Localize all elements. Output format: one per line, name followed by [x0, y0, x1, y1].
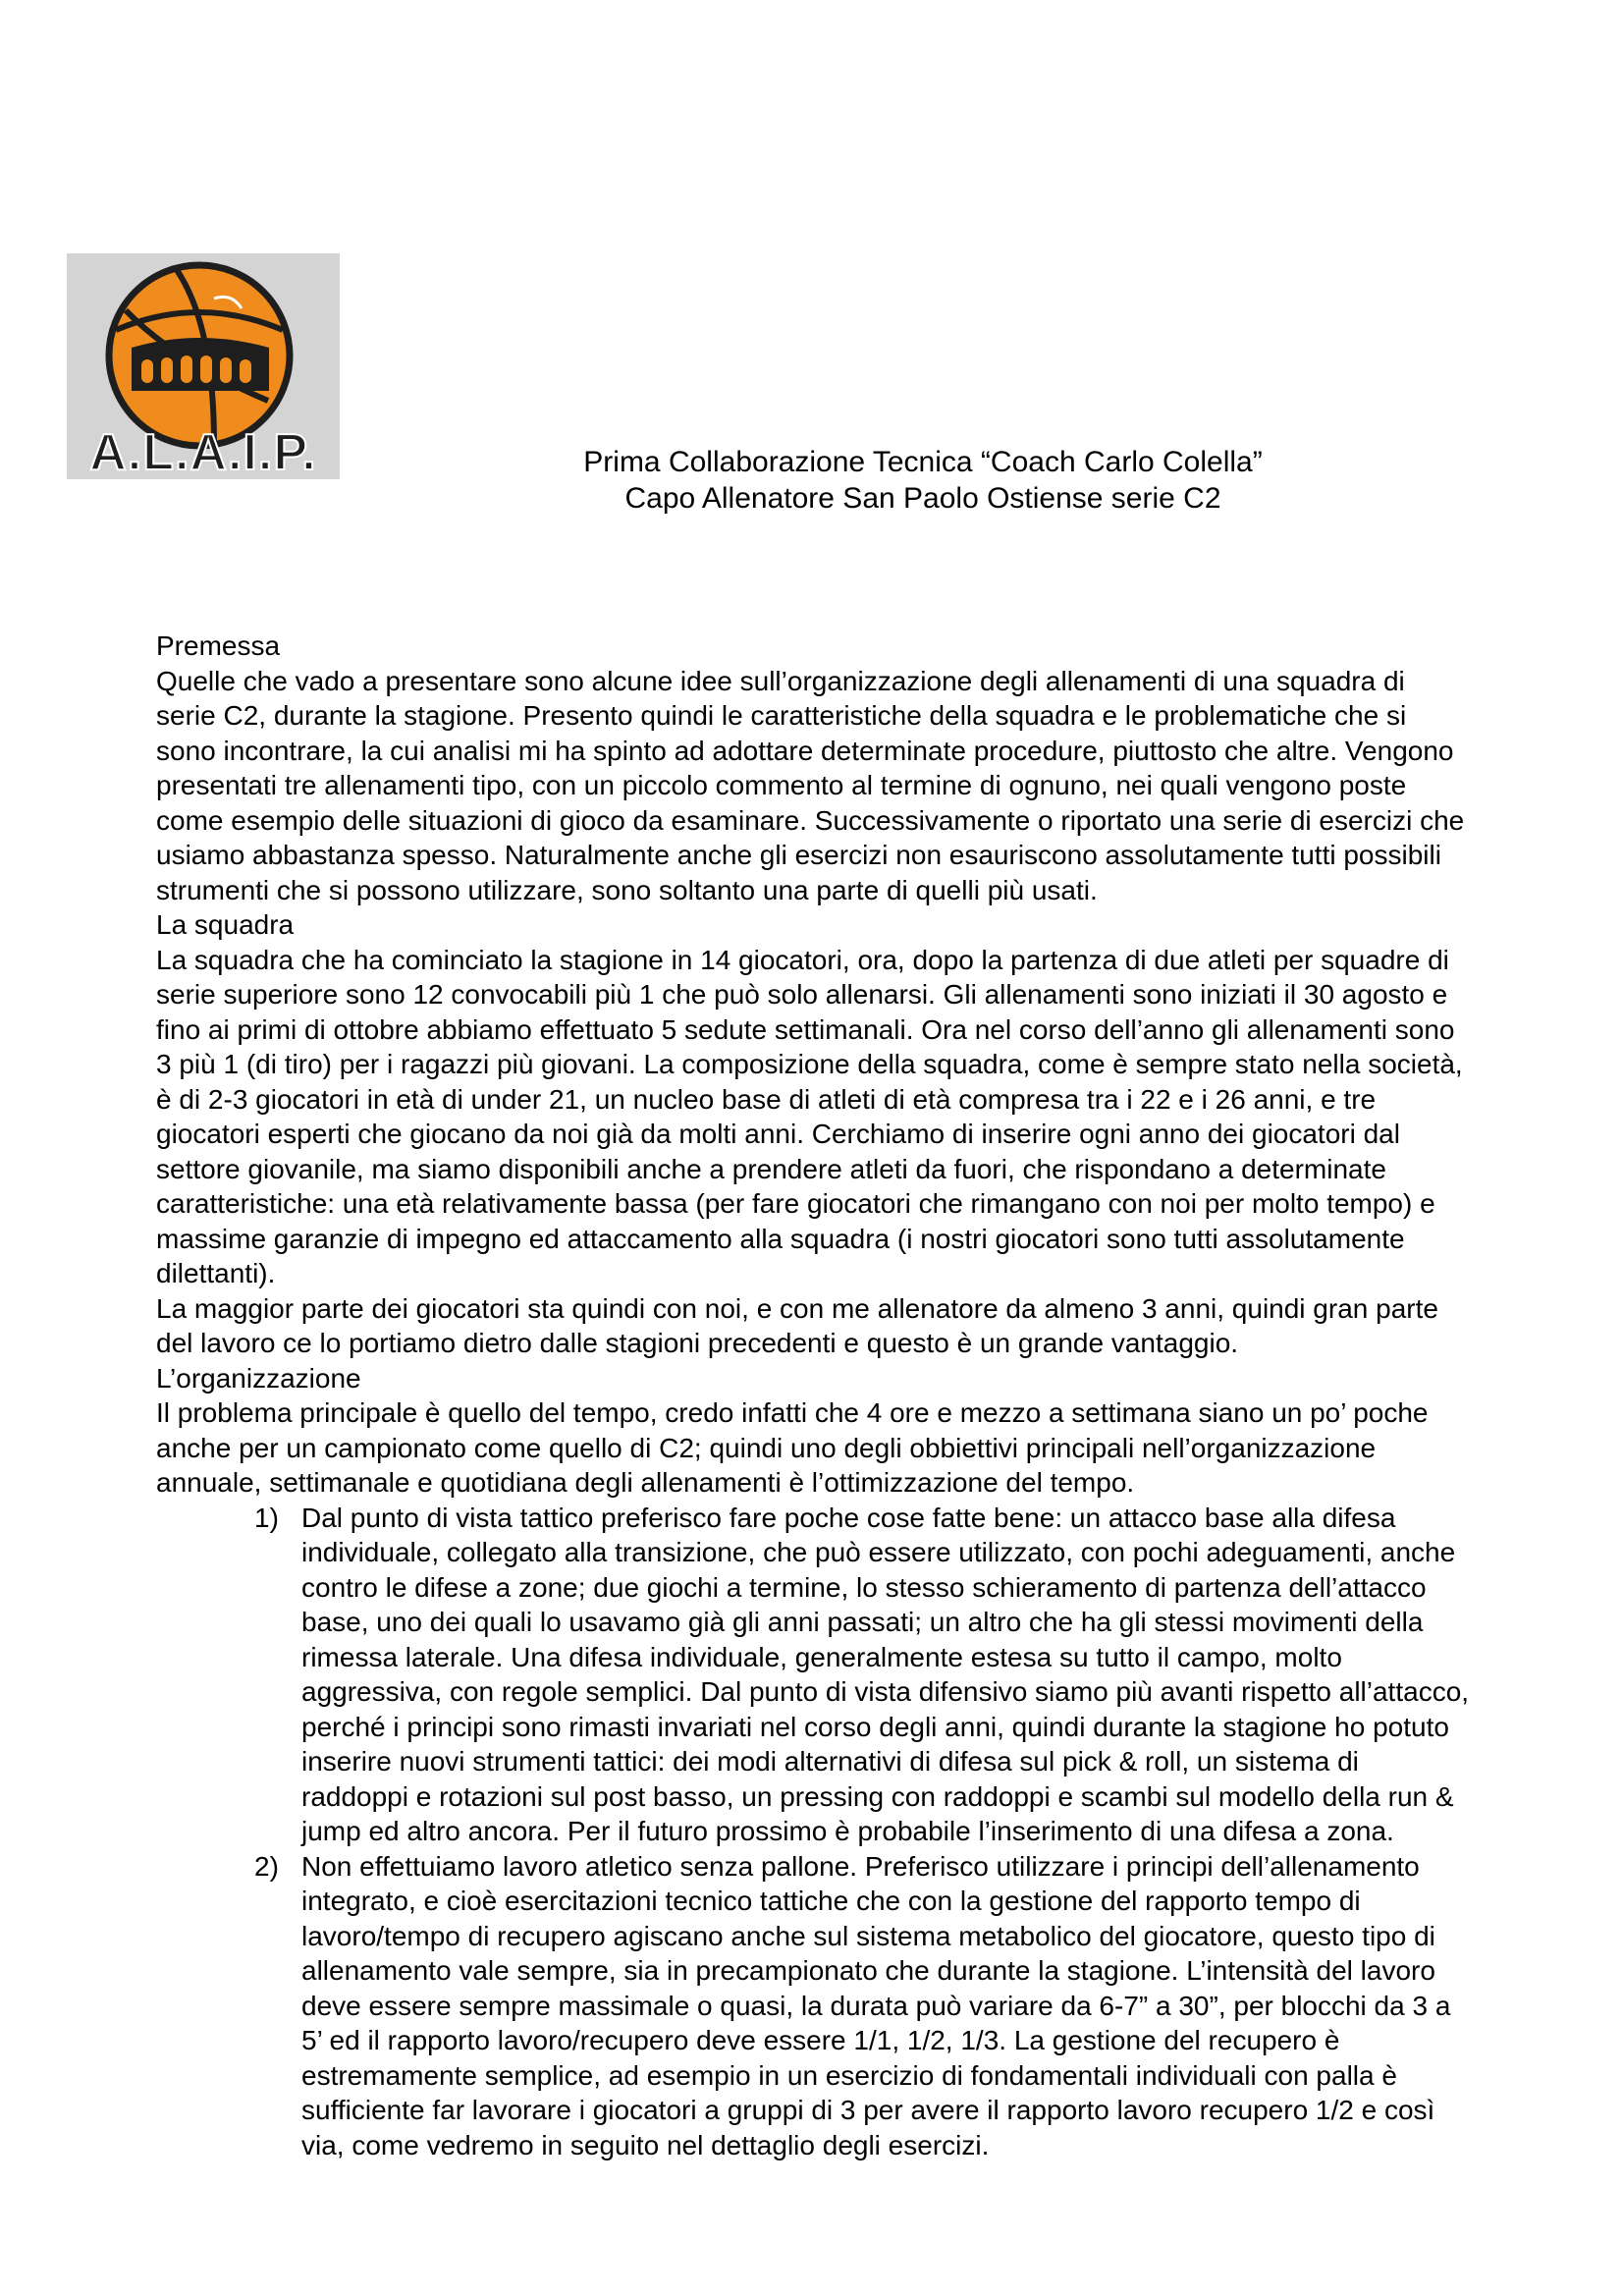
document-title: [334, 444, 1512, 517]
paragraph-organizzazione: Il problema principale è quello del tempo, credo infatti che 4 ore e mezzo a settimana siano un po’ poche anche per un campionato come quello di C2; quindi uno degli obbiettivi principali nell’organizzazione annuale, settimanale e quotidiana degli allenamenti è l’ottimizzazione del tempo.: [156, 1397, 1429, 1498]
title-line-2: Capo Allenatore San Paolo Ostiense serie C2: [624, 482, 1221, 515]
heading-organizzazione: L’organizzazione: [156, 1362, 361, 1394]
list-item: [156, 1501, 1472, 1849]
list-item-number: 2): [254, 1850, 279, 1882]
title-line-1: Prima Collaborazione Tecnica “Coach Carlo Colella”: [583, 446, 1263, 478]
alaip-logo: [67, 253, 340, 479]
list-item-text: Dal punto di vista tattico preferisco fare poche cose fatte bene: un attacco base alla difesa individuale, collegato alla transizione, che può essere utilizzato, con pochi adeguamenti, anche contro le difese a zone; due giochi a termine, lo stesso schieramento di partenza dell’attacco base, uno dei quali lo usavamo già gli anni passati; un altro che ha gli stessi movimenti della rimessa laterale. Una difesa individuale, generalmente estesa su tutto il campo, molto aggressiva, con regole semplici. Dal punto di vista difensivo siamo più avanti rispetto all’attacco, perché i principi sono rimasti invariati nel corso degli anni, quindi durante la stagione ho potuto inserire nuovi strumenti tattici: dei modi alternativi di difesa sul pick & roll, un sistema di raddoppi e rotazioni sul post basso, un pressing con raddoppi e scambi sul modello della run & jump ed altro ancora. Per il futuro prossimo è probabile l’inserimento di una difesa a zona.: [301, 1502, 1470, 1846]
paragraph-premessa: Quelle che vado a presentare sono alcune idee sull’organizzazione degli allenamenti di una squadra di serie C2, durante la stagione. Presento quindi le caratteristiche della squadra e le problematiche che si sono incontrare, la cui analisi mi ha spinto ad adottare determinate procedure, piuttosto che altre. Vengono presentati tre allenamenti tipo, con un piccolo commento al termine di ognuno, nei quali vengono poste come esempio delle situazioni di gioco da esaminare. Successivamente o riportato una serie di esercizi che usiamo abbastanza spesso. Naturalmente anche gli esercizi non esauriscono assolutamente tutti possibili strumenti che si possono utilizzare, sono soltanto una parte di quelli più usati.: [156, 665, 1465, 905]
list-item: [156, 1849, 1472, 2163]
basketball-colosseum-icon: [67, 253, 340, 479]
numbered-list: [156, 1501, 1472, 2163]
heading-squadra: La squadra: [156, 909, 295, 940]
list-item-number: 1): [254, 1502, 279, 1533]
paragraph-squadra-2: La maggior parte dei giocatori sta quindi con noi, e con me allenatore da almeno 3 anni, quindi gran parte del lavoro ce lo portiamo dietro dalle stagioni precedenti e questo è un grande vantaggio.: [156, 1292, 1438, 1358]
paragraph-squadra-1: La squadra che ha cominciato la stagione in 14 giocatori, ora, dopo la partenza di due atleti per squadre di serie superiore sono 12 convocabili più 1 che può solo allenarsi. Gli allenamenti sono iniziati il 30 agosto e fino ai primi di ottobre abbiamo effettuato 5 sedute settimanali. Ora nel corso dell’anno gli allenamenti sono 3 più 1 (di tiro) per i ragazzi più giovani. La composizione della squadra, come è sempre stato nella società, è di 2-3 giocatori in età di under 21, un nucleo base di atleti di età compresa tra i 22 e i 26 anni, e tre giocatori esperti che giocano da noi già da molti anni. Cerchiamo di inserire ogni anno dei giocatori dal settore giovanile, ma siamo disponibili anche a prendere atleti da fuori, che rispondano a determinate caratteristiche: una età relativamente bassa (per fare giocatori che rimangano con noi per molto tempo) e massime garanzie di impegno ed attaccamento alla squadra (i nostri giocatori sono tutti assolutamente dilettanti).: [156, 944, 1463, 1288]
list-item-text: Non effettuiamo lavoro atletico senza pallone. Preferisco utilizzare i principi dell’allenamento integrato, e cioè esercitazioni tecnico tattiche che con la gestione del rapporto tempo di lavoro/tempo di recupero agiscano anche sul sistema metabolico del giocatore, questo tipo di allenamento vale sempre, sia in precampionato che durante la stagione. L’intensità del lavoro deve essere sempre massimale o quasi, la durata può variare da 6-7” a 30”, per blocchi da 3 a 5’ ed il rapporto lavoro/recupero deve essere 1/1, 1/2, 1/3. La gestione del recupero è estremamente semplice, ad esempio in un esercizio di fondamentali individuali con palla è sufficiente far lavorare i giocatori a gruppi di 3 per avere il rapporto lavoro recupero 1/2 e così via, come vedremo in seguito nel dettaglio degli esercizi.: [301, 1850, 1451, 2160]
heading-premessa: Premessa: [156, 630, 281, 661]
document-body: [156, 629, 1472, 2162]
logo-text: A.L.A.I.P.: [89, 424, 317, 479]
